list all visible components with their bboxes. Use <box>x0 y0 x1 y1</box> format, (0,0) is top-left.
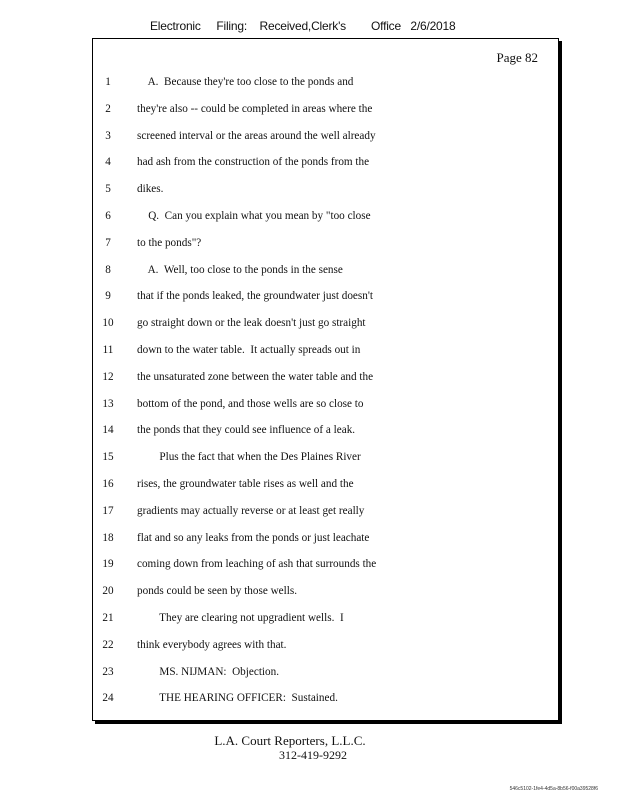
line-number: 2 <box>105 102 111 115</box>
line-text: bottom of the pond, and those wells are so close to <box>137 397 364 410</box>
line-number: 11 <box>102 343 114 356</box>
line-text: dikes. <box>137 183 164 196</box>
line-number: 6 <box>105 209 111 222</box>
line-number: 1 <box>105 76 111 88</box>
transcript-line <box>93 394 558 421</box>
transcript-line <box>93 340 558 367</box>
line-text: rises, the groundwater table rises as well and the <box>137 477 354 490</box>
transcript-line <box>93 501 558 528</box>
line-number: 23 <box>102 665 114 678</box>
transcript-line <box>93 528 558 555</box>
court-reporter-phone: 312-419-9292 <box>279 748 347 762</box>
line-number: 24 <box>102 692 114 705</box>
transcript-line <box>93 662 558 689</box>
transcript-line <box>93 286 558 313</box>
line-text: They are clearing not upgradient wells. I <box>137 611 344 624</box>
filing-stamp: Electronic Filing: Received,Clerk's Office 2/6/2018 <box>150 19 456 33</box>
line-text: Q. Can you explain what you mean by "too close <box>137 209 371 222</box>
transcript-line <box>93 581 558 608</box>
line-text: ponds could be seen by those wells. <box>137 585 298 598</box>
line-text: think everybody agrees with that. <box>137 638 287 651</box>
transcript-line <box>93 126 558 153</box>
line-number: 7 <box>105 236 111 249</box>
line-number: 13 <box>102 397 114 410</box>
line-text: down to the water table. It actually spreads out in <box>137 343 361 356</box>
transcript-line <box>93 152 558 179</box>
line-number: 8 <box>105 263 111 276</box>
transcript-line <box>93 608 558 635</box>
line-text: THE HEARING OFFICER: Sustained. <box>137 692 338 705</box>
line-number: 17 <box>102 504 114 517</box>
court-reporter-name: L.A. Court Reporters, L.L.C. <box>214 733 366 748</box>
line-number: 22 <box>102 638 114 651</box>
line-number: 4 <box>105 156 111 169</box>
line-text: the unsaturated zone between the water table and the <box>137 370 374 383</box>
line-number: 15 <box>102 451 114 464</box>
line-number: 9 <box>105 290 111 303</box>
transcript-line <box>93 420 558 447</box>
line-text: to the ponds"? <box>137 236 202 249</box>
line-text: screened interval or the areas around the well already <box>137 129 376 142</box>
line-text: A. Because they're too close to the ponds and <box>137 76 354 88</box>
line-text: coming down from leaching of ash that surrounds the <box>137 558 377 571</box>
line-text: the ponds that they could see influence of a leak. <box>137 424 356 437</box>
line-number: 14 <box>102 424 114 437</box>
transcript-line <box>93 313 558 340</box>
line-number: 10 <box>102 317 114 330</box>
document-id: 546c5102-1fe4-4d5a-8b56-f00a39528f6 <box>509 786 598 792</box>
line-text: MS. NIJMAN: Objection. <box>137 665 280 678</box>
transcript-line <box>93 474 558 501</box>
transcript-line <box>93 99 558 126</box>
transcript-line <box>93 447 558 474</box>
line-text: gradients may actually reverse or at least get really <box>137 504 365 517</box>
transcript-line <box>93 233 558 260</box>
line-number: 3 <box>105 129 111 142</box>
transcript-line <box>93 635 558 662</box>
line-text: that if the ponds leaked, the groundwater just doesn't <box>137 290 373 303</box>
transcript-line <box>93 554 558 581</box>
line-text: Plus the fact that when the Des Plaines River <box>137 451 361 464</box>
line-text: A. Well, too close to the ponds in the sense <box>137 263 343 276</box>
transcript-line <box>93 260 558 287</box>
line-text: flat and so any leaks from the ponds or just leachate <box>137 531 370 544</box>
line-text: had ash from the construction of the ponds from the <box>137 156 370 169</box>
line-number: 19 <box>102 558 114 571</box>
transcript-line <box>93 72 558 99</box>
page-number: Page 82 <box>496 50 538 65</box>
line-number: 12 <box>102 370 114 383</box>
transcript-line <box>93 688 558 715</box>
line-number: 20 <box>102 585 114 598</box>
transcript-page <box>92 38 559 721</box>
line-number: 21 <box>102 611 114 624</box>
transcript-line <box>93 367 558 394</box>
transcript-line <box>93 179 558 206</box>
transcript-line <box>93 206 558 233</box>
line-number: 18 <box>102 531 114 544</box>
line-number: 5 <box>105 183 111 196</box>
line-number: 16 <box>102 477 114 490</box>
line-text: they're also -- could be completed in areas where the <box>137 102 373 115</box>
line-text: go straight down or the leak doesn't just go straight <box>137 317 366 330</box>
transcript-lines <box>93 72 558 715</box>
